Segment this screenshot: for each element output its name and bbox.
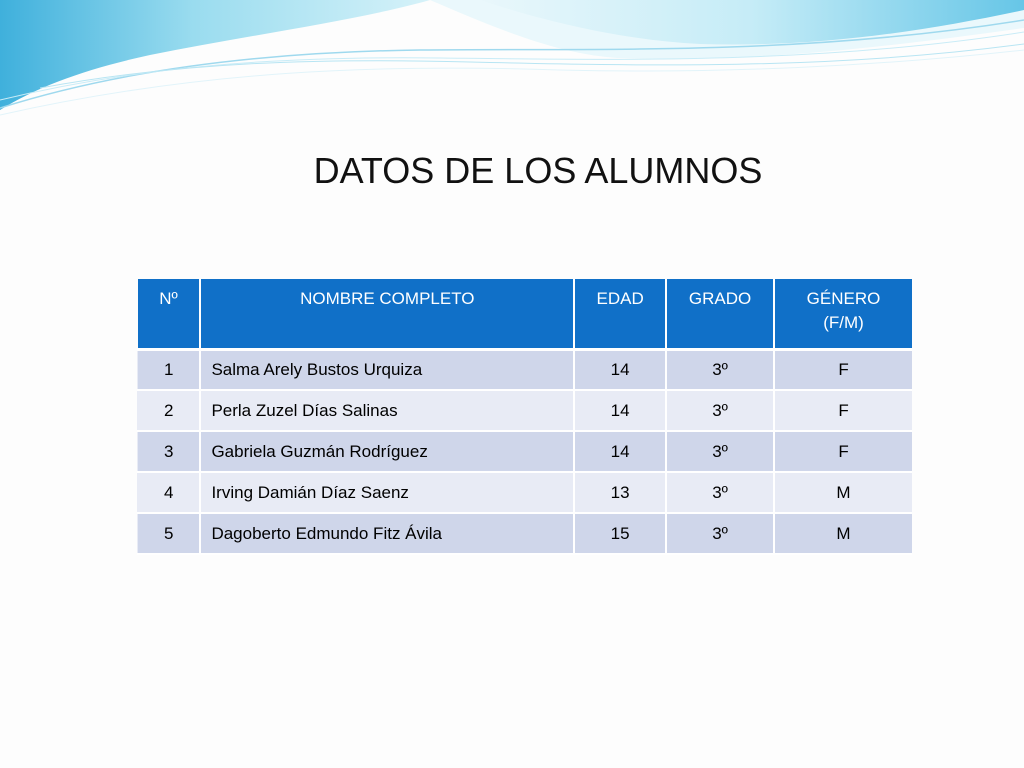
cell-num: 1: [138, 349, 201, 390]
cell-grade: 3º: [666, 349, 774, 390]
cell-age: 14: [574, 431, 666, 472]
cell-num: 5: [138, 513, 201, 554]
cell-gender: M: [774, 513, 912, 554]
cell-gender: F: [774, 390, 912, 431]
cell-name: Dagoberto Edmundo Fitz Ávila: [200, 513, 574, 554]
header-grade: GRADO: [666, 279, 774, 349]
header-gender-line2: (F/M): [823, 313, 864, 332]
cell-age: 14: [574, 349, 666, 390]
cell-age: 13: [574, 472, 666, 513]
table-row: [138, 513, 913, 554]
cell-age: 14: [574, 390, 666, 431]
cell-grade: 3º: [666, 390, 774, 431]
slide-title: DATOS DE LOS ALUMNOS: [313, 150, 763, 191]
cell-gender: F: [774, 431, 912, 472]
cell-age: 15: [574, 513, 666, 554]
cell-num: 2: [138, 390, 201, 431]
cell-name: Irving Damián Díaz Saenz: [200, 472, 574, 513]
header-age: EDAD: [574, 279, 666, 349]
header-gender: [774, 279, 912, 349]
table-row: [138, 349, 913, 390]
cell-name: Gabriela Guzmán Rodríguez: [200, 431, 574, 472]
table-header-row: [138, 279, 913, 349]
cell-num: 4: [138, 472, 201, 513]
cell-name: Perla Zuzel Días Salinas: [200, 390, 574, 431]
table-row: [138, 472, 913, 513]
cell-gender: F: [774, 349, 912, 390]
cell-grade: 3º: [666, 472, 774, 513]
students-table: [137, 279, 912, 555]
cell-num: 3: [138, 431, 201, 472]
cell-name: Salma Arely Bustos Urquiza: [200, 349, 574, 390]
header-name: NOMBRE COMPLETO: [200, 279, 574, 349]
cell-grade: 3º: [666, 513, 774, 554]
table-row: [138, 431, 913, 472]
header-num: Nº: [138, 279, 201, 349]
table-row: [138, 390, 913, 431]
cell-grade: 3º: [666, 431, 774, 472]
cell-gender: M: [774, 472, 912, 513]
decorative-wave-header: [0, 0, 1024, 130]
header-gender-line1: GÉNERO: [806, 289, 881, 308]
